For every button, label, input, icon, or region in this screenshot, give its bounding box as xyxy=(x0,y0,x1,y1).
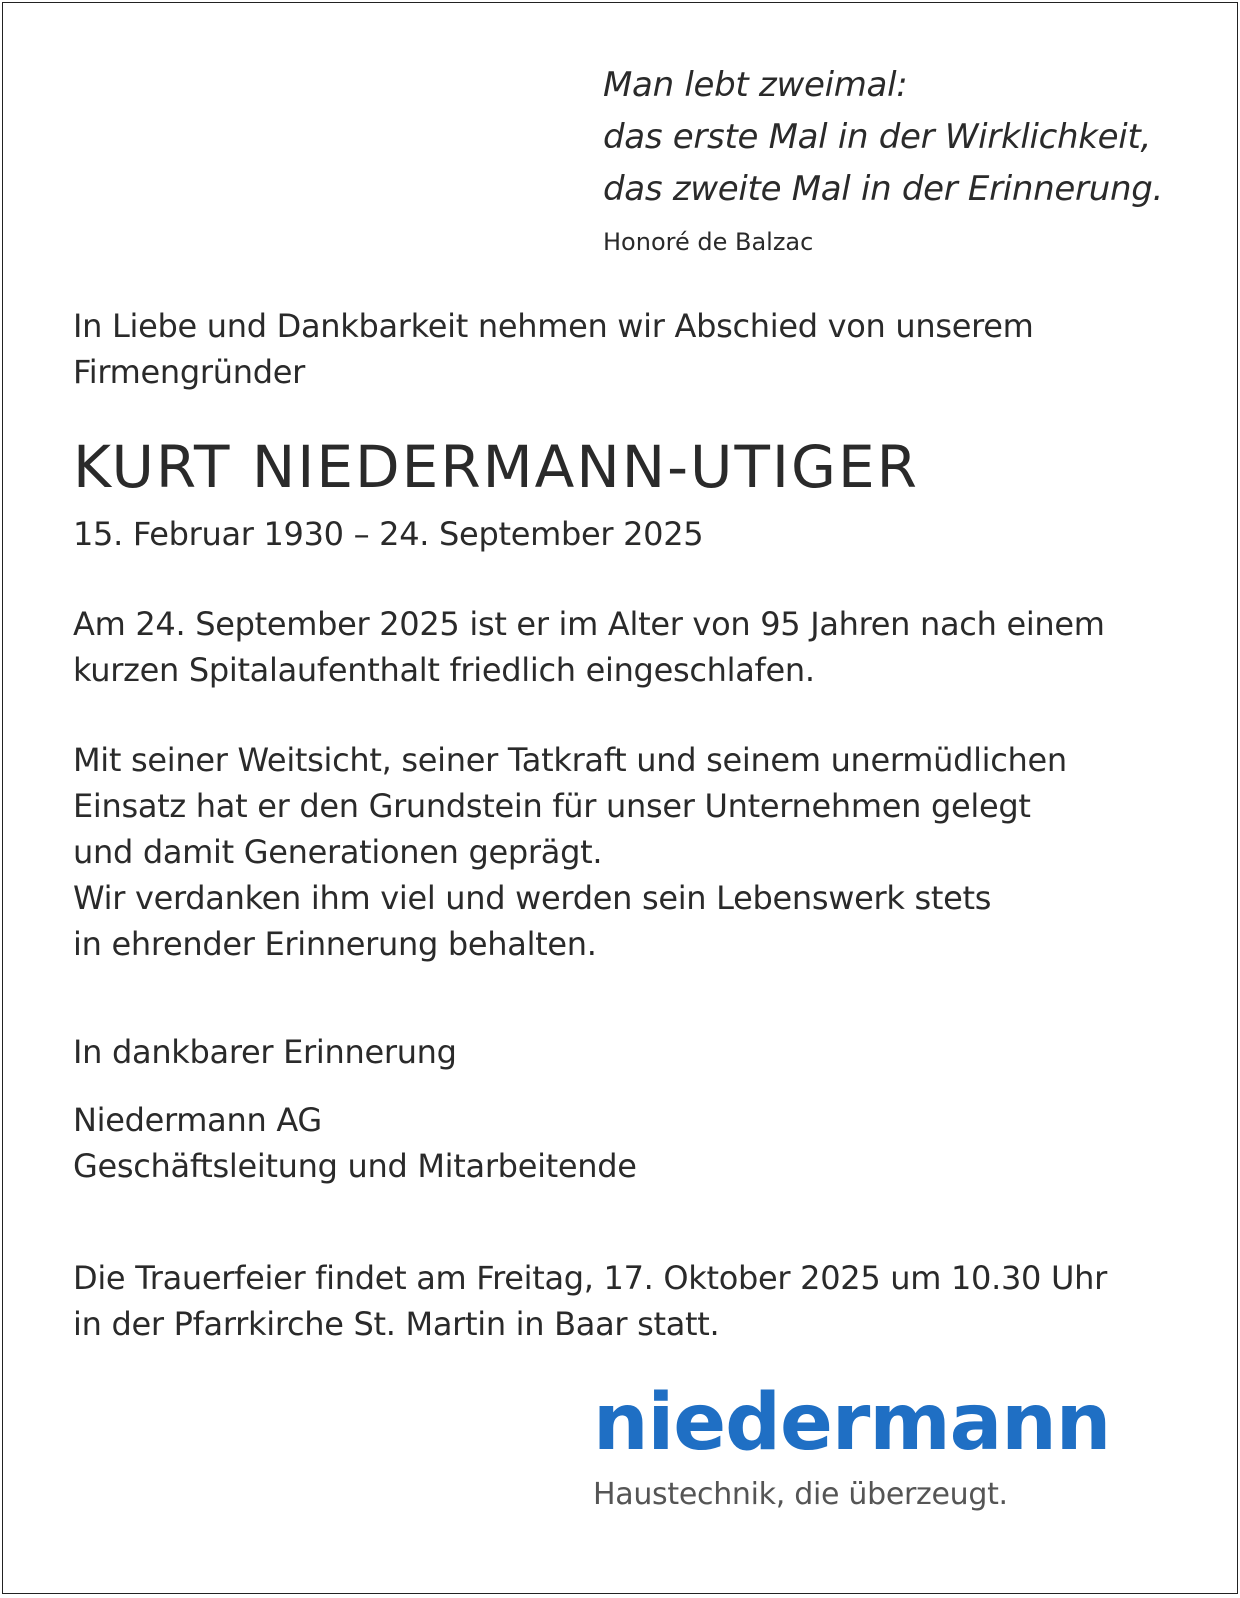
text-line: in ehrender Erinnerung behalten. xyxy=(73,925,597,963)
quote-line: das zweite Mal in der Erinnerung. xyxy=(603,169,1164,209)
text-line: und damit Generationen geprägt. xyxy=(73,833,603,871)
company-logo xyxy=(593,1378,1153,1515)
text-line: in der Pfarrkirche St. Martin in Baar statt. xyxy=(73,1305,720,1343)
text-line: In Liebe und Dankbarkeit nehmen wir Abschied von unserem xyxy=(73,307,1034,345)
text-line: Einsatz hat er den Grundstein für unser Unternehmen gelegt xyxy=(73,787,1031,825)
deceased-name: KURT NIEDERMANN-UTIGER xyxy=(73,433,919,501)
life-dates: 15. Februar 1930 – 24. September 2025 xyxy=(73,515,704,553)
text-line: Mit seiner Weitsicht, seiner Tatkraft und seinem unermüdlichen xyxy=(73,741,1067,779)
text-line: Am 24. September 2025 ist er im Alter von 95 Jahren nach einem xyxy=(73,605,1105,643)
text-line: Firmengründer xyxy=(73,353,305,391)
obituary-notice xyxy=(2,2,1238,1594)
quote-author: Honoré de Balzac xyxy=(603,228,814,256)
text-line: kurzen Spitalaufenthalt friedlich eingeschlafen. xyxy=(73,651,815,689)
funeral-service-info xyxy=(73,1255,1193,1347)
quote-line: das erste Mal in der Wirklichkeit, xyxy=(603,117,1151,157)
passing-text xyxy=(73,601,1193,693)
closing-text: In dankbarer Erinnerung xyxy=(73,1033,457,1071)
text-line: Wir verdanken ihm viel und werden sein Lebenswerk stets xyxy=(73,879,992,917)
quote-line: Man lebt zweimal: xyxy=(603,65,908,105)
logo-tagline: Haustechnik, die überzeugt. xyxy=(593,1477,1008,1512)
logo-wordmark: niedermann xyxy=(593,1378,1111,1468)
text-line: Niedermann AG xyxy=(73,1101,322,1139)
quote-block xyxy=(603,59,1213,259)
intro-text xyxy=(73,303,1193,395)
text-line: Die Trauerfeier findet am Freitag, 17. Oktober 2025 um 10.30 Uhr xyxy=(73,1259,1107,1297)
text-line: Geschäftsleitung und Mitarbeitende xyxy=(73,1147,637,1185)
signatory xyxy=(73,1097,1193,1189)
tribute-text xyxy=(73,737,1193,967)
